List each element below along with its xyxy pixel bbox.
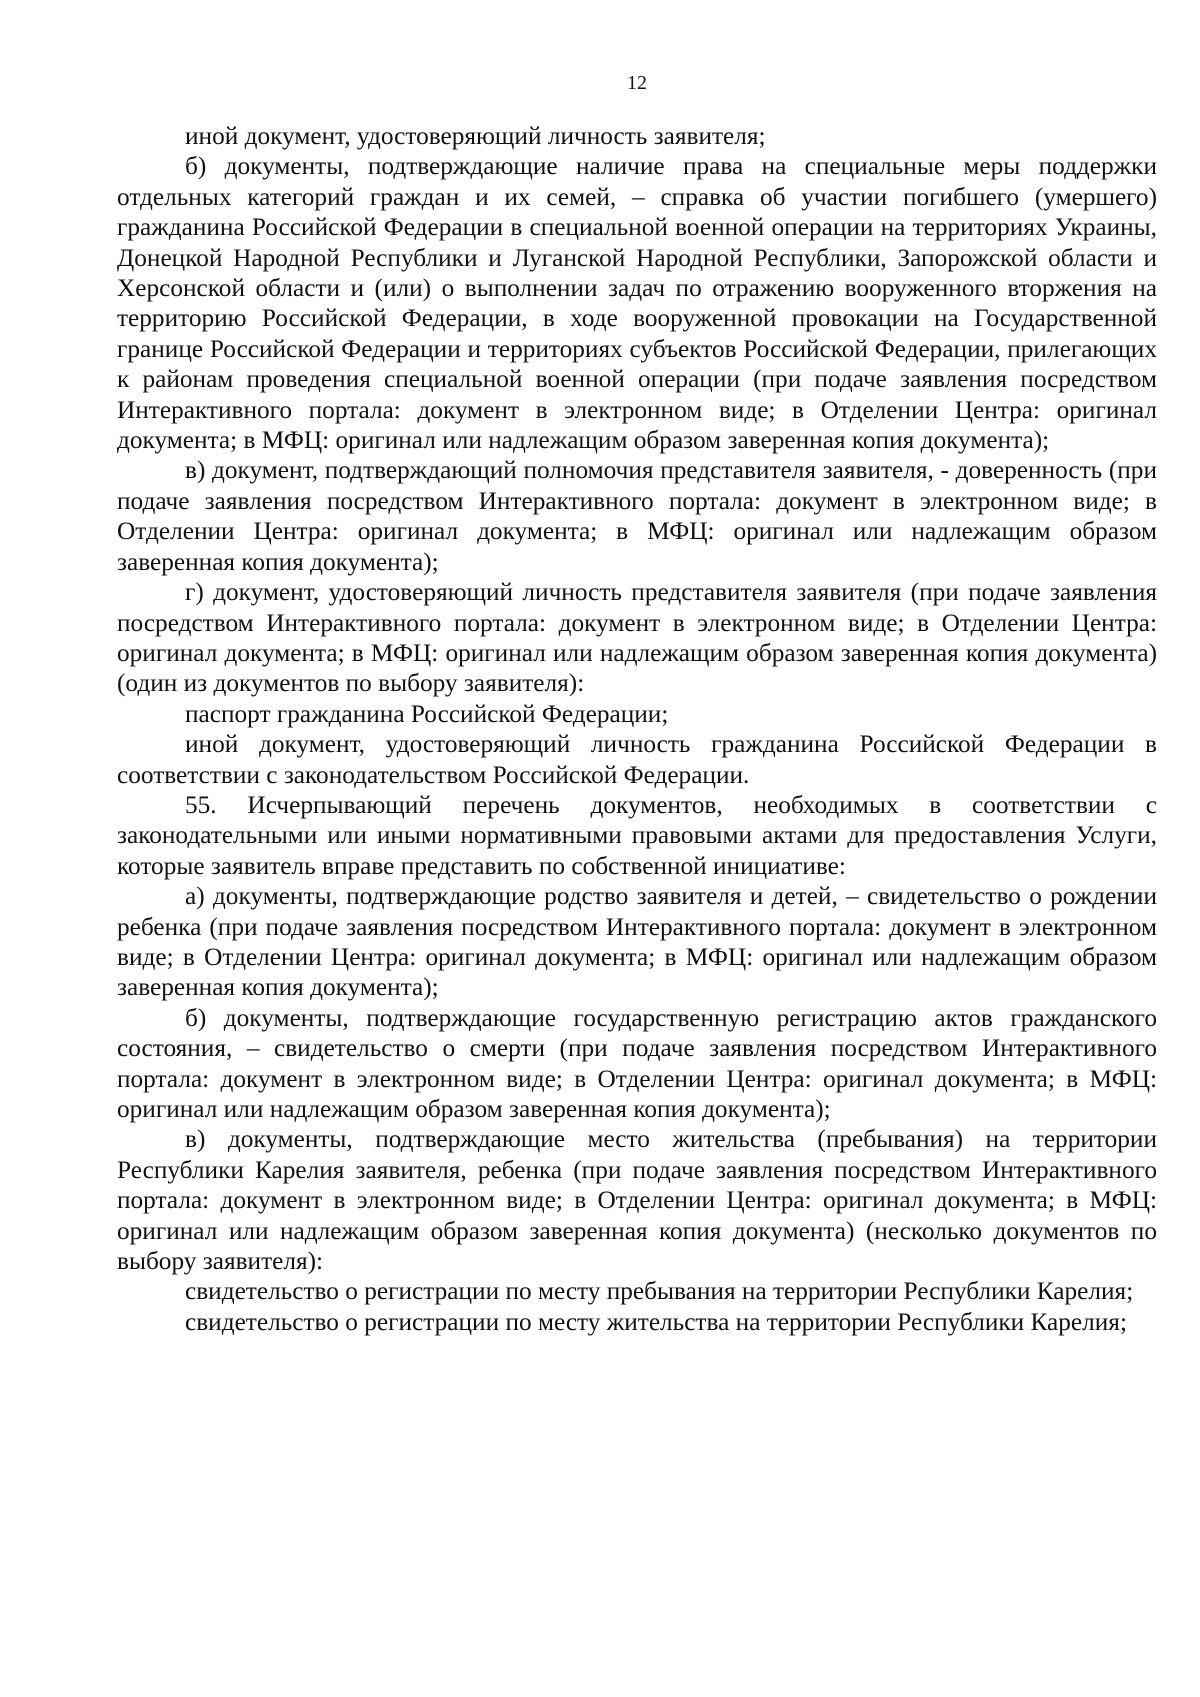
paragraph-permanent-registration: свидетельство о регистрации по месту жительства на территории Республики Карелия; xyxy=(185,1307,1127,1336)
paragraph-item-g-representative-identity: г) документ, удостоверяющий личность представителя заявителя (при подаче заявления посредством Интерактивного портала: документ в электронном виде; в Отделении Центра: оригинал документа; в МФЦ: оригинал или надлежащим образом заверенная копия документа) (один из документов по выбору заявителя): xyxy=(117,578,1157,698)
paragraph-section-55: 55. Исчерпывающий перечень документов, необходимых в соответствии с законодательными или иными нормативными правовыми актами для предоставления Услуги, которые заявитель вправе представить по собственной инициативе: xyxy=(117,790,1157,880)
paragraph-item-b-support-documents: б) документы, подтверждающие наличие права на специальные меры поддержки отдельных категорий граждан и их семей, – справка об участии погибшего (умершего) гражданина Российской Федерации в специальной военной операции на территориях Украины, Донецкой Народной Республики и Луганской Народной Республики, Запорожской области и Херсонской области и (или) о выполнении задач по отражению вооруженного вторжения на территорию Российской Федерации, в ходе вооруженной провокации на Государственной границе Российской Федерации и территориях субъектов Российской Федерации, прилегающих к районам проведения специальной военной операции (при подаче заявления посредством Интерактивного портала: документ в электронном виде; в Отделении Центра: оригинал документа; в МФЦ: оригинал или надлежащим образом заверенная копия документа); xyxy=(117,152,1157,455)
paragraph-other-id-document: иной документ, удостоверяющий личность заявителя; xyxy=(185,122,766,150)
paragraph-item-a-kinship: а) документы, подтверждающие родство заявителя и детей, – свидетельство о рождении ребенка (при подаче заявления посредством Интерактивного портала: документ в электронном виде; в Отделении Центра: оригинал документа; в МФЦ: оригинал или надлежащим образом заверенная копия документа); xyxy=(117,882,1157,1002)
document-body xyxy=(117,121,1157,1337)
paragraph-temporary-registration: свидетельство о регистрации по месту пребывания на территории Республики Карелия; xyxy=(185,1277,1134,1306)
paragraph-item-v-residence: в) документы, подтверждающие место жительства (пребывания) на территории Республики Карелия заявителя, ребенка (при подаче заявления посредством Интерактивного портала: документ в электронном виде; в Отделении Центра: оригинал документа; в МФЦ: оригинал или надлежащим образом заверенная копия документа) (несколько документов по выбору заявителя): xyxy=(117,1125,1157,1276)
paragraph-item-v-representative-authority: в) документ, подтверждающий полномочия представителя заявителя, - доверенность (при подаче заявления посредством Интерактивного портала: документ в электронном виде; в Отделении Центра: оригинал документа; в МФЦ: оригинал или надлежащим образом заверенная копия документа); xyxy=(117,456,1157,576)
paragraph-item-b-civil-registration: б) документы, подтверждающие государственную регистрацию актов гражданского состояния, – свидетельство о смерти (при подаче заявления посредством Интерактивного портала: документ в электронном виде; в Отделении Центра: оригинал документа; в МФЦ: оригинал или надлежащим образом заверенная копия документа); xyxy=(117,1003,1157,1123)
paragraph-passport: паспорт гражданина Российской Федерации; xyxy=(185,699,669,728)
document-page xyxy=(117,0,1157,1697)
paragraph-other-citizen-id: иной документ, удостоверяющий личность гражданина Российской Федерации в соответствии с законодательством Российской Федерации. xyxy=(117,730,1157,789)
page-number: 12 xyxy=(627,72,647,94)
